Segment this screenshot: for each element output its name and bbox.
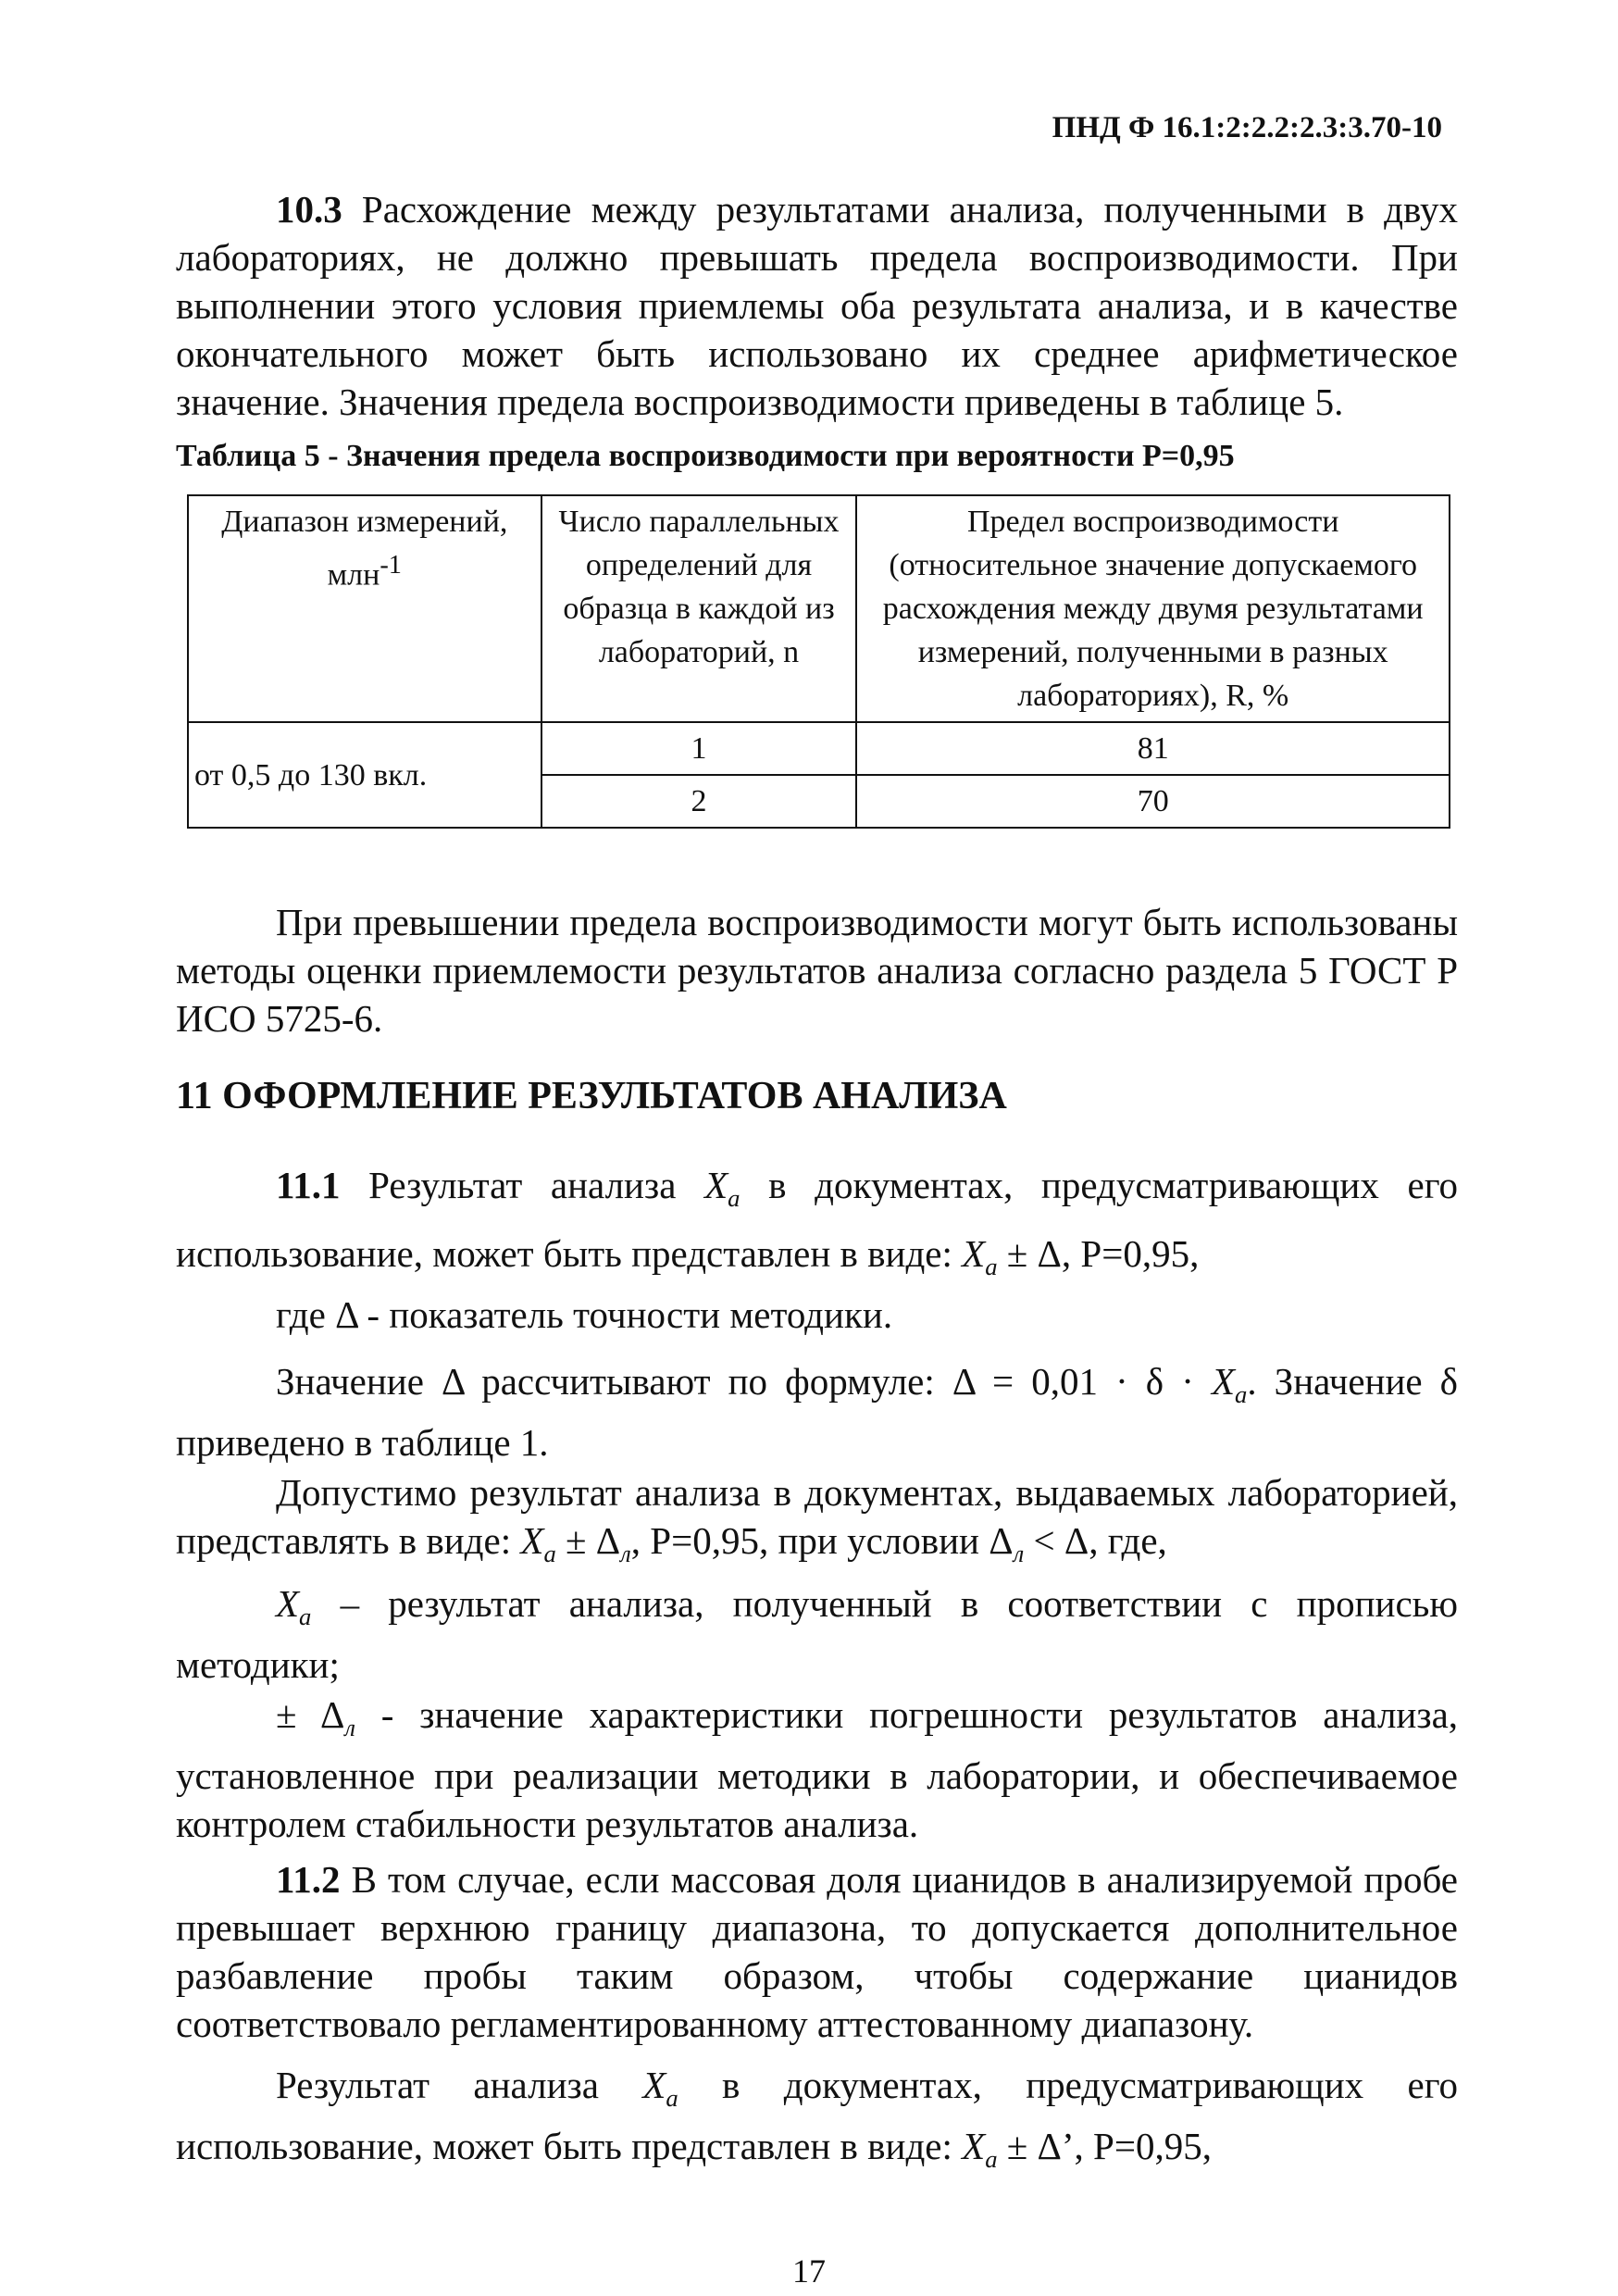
symbol-x: X [642,2064,666,2106]
text-run: Значение Δ рассчитывают по формуле: Δ = 0,01 · δ · [276,1360,1194,1403]
text-run: . Значение δ приведено в таблице 1. [176,1360,1458,1465]
paragraph-xa-def [176,1579,1458,1689]
paragraph-11-1 [176,1157,1458,1294]
symbol-sub: а [666,2084,678,2113]
header-range-label: Диапазон измерений, [221,505,508,539]
range-cell: от 0,5 до 130 вкл. [188,722,541,828]
header-limit: Предел воспроизводимости (относительное значение допускаемого расхождения между двумя результатами измерений, полученными в разных лабораториях), R, % [856,495,1450,722]
symbol-xa [642,2064,678,2113]
section-heading: 11 ОФОРМЛЕНИЕ РЕЗУЛЬТАТОВ АНАЛИЗА [176,1075,1007,1117]
text-run: Результат анализа [368,1164,677,1206]
symbol-sub: а [299,1603,312,1631]
symbol-x: X [1211,1360,1235,1403]
paragraph-permissible [176,1468,1458,1578]
symbol-xa [962,1232,998,1281]
symbol-x: X [962,2125,986,2168]
document-code: ПНД Ф 16.1:2:2.2:2.3:3.70-10 [1052,111,1442,144]
paragraph-dl-def [176,1691,1458,1848]
symbol-xa [520,1519,556,1568]
text-run: – результат анализа, полученный в соответствии с прописью методики; [176,1582,1458,1687]
symbol-x: X [520,1519,544,1562]
text-run: Допустимо результат анализа в документах, выдаваемых лабораторией, представлять в виде: [176,1471,1458,1562]
symbol-sub: а [1235,1380,1248,1409]
paragraph-delta: где Δ - показатель точности методики. [276,1293,893,1336]
section-number: 10.3 [276,188,342,231]
symbol-sub: а [985,2145,998,2174]
text-run: < Δ, где, [1033,1519,1167,1562]
reproducibility-table [187,494,1450,829]
symbol-sub: л [344,1714,356,1742]
header-count: Число параллельных определений для образца в каждой из лабораторий, n [541,495,857,722]
paragraph-formula [176,1357,1458,1466]
paragraph-11-2 [176,1855,1458,2048]
symbol-x: X [962,1232,986,1276]
text-run: ± Δ’, P=0,95, [1006,2125,1212,2168]
text-run: - значение характеристики погрешности результатов анализа, установленное при реализации методики в лаборатории, и обеспечиваемое контролем стабильности результатов анализа. [176,1693,1459,1846]
symbol-xa [704,1164,741,1213]
table-header-row [188,495,1450,722]
section-number: 11.2 [276,1858,341,1901]
symbol-xa [1211,1360,1248,1409]
symbol-sub: а [985,1253,998,1281]
text-run: , P=0,95, при условии Δ [630,1519,1014,1562]
paragraph-10-3 [176,185,1458,426]
paragraph-result-diluted [176,2061,1458,2183]
text-run: Результат анализа [276,2064,599,2106]
table-caption: Таблица 5 - Значения предела воспроизводимости при вероятности P=0,95 [176,439,1235,473]
symbol-sub: л [620,1540,631,1568]
symbol-x: X [276,1582,300,1625]
symbol-x: X [704,1164,728,1206]
paragraph-text: Расхождение между результатами анализа, полученными в двух лабораториях, не должно превышать предела воспроизводимости. При выполнении этого условия приемлемы оба результата анализа, и в качестве окончательного может быть использовано их среднее арифметическое значение. Значения предела воспроизводимости приведены в таблице 5. [176,188,1459,423]
header-range [188,495,541,722]
text-run: В том случае, если массовая доля цианидов в анализируемой пробе превышает верхнюю границу диапазона, то допускается дополнительное разбавление пробы таким образом, чтобы содержание цианидов соответствовало регламентированному аттестованному диапазону. [176,1858,1459,2045]
text-run: в документах, предусматривающих его использование, может быть представлен в виде: [176,1164,1459,1276]
limit-cell: 81 [856,722,1450,775]
text-run: ± Δ, P=0,95, [1006,1232,1200,1276]
symbol-sub: л [1013,1540,1025,1568]
count-cell: 2 [541,775,857,828]
header-range-unit-sup: -1 [380,551,402,580]
page-number: 17 [792,2252,826,2290]
header-range-unit: млн [327,557,380,593]
count-cell: 1 [541,722,857,775]
text-run: в документах, предусматривающих его использование, может быть представлен в виде: [176,2064,1459,2168]
symbol-sub: а [728,1184,741,1213]
table-row [188,722,1450,775]
limit-cell: 70 [856,775,1450,828]
symbol-sub: а [543,1540,556,1568]
section-number: 11.1 [276,1164,341,1206]
paragraph-after-table: При превышении предела воспроизводимости могут быть использованы методы оценки приемлемости результатов анализа согласно раздела 5 ГОСТ Р ИСО 5725-6. [176,901,1458,1040]
symbol-xa [276,1582,312,1631]
text-run: ± Δ [566,1519,621,1562]
symbol-xa [962,2125,998,2174]
text-run: ± Δ [276,1693,345,1736]
